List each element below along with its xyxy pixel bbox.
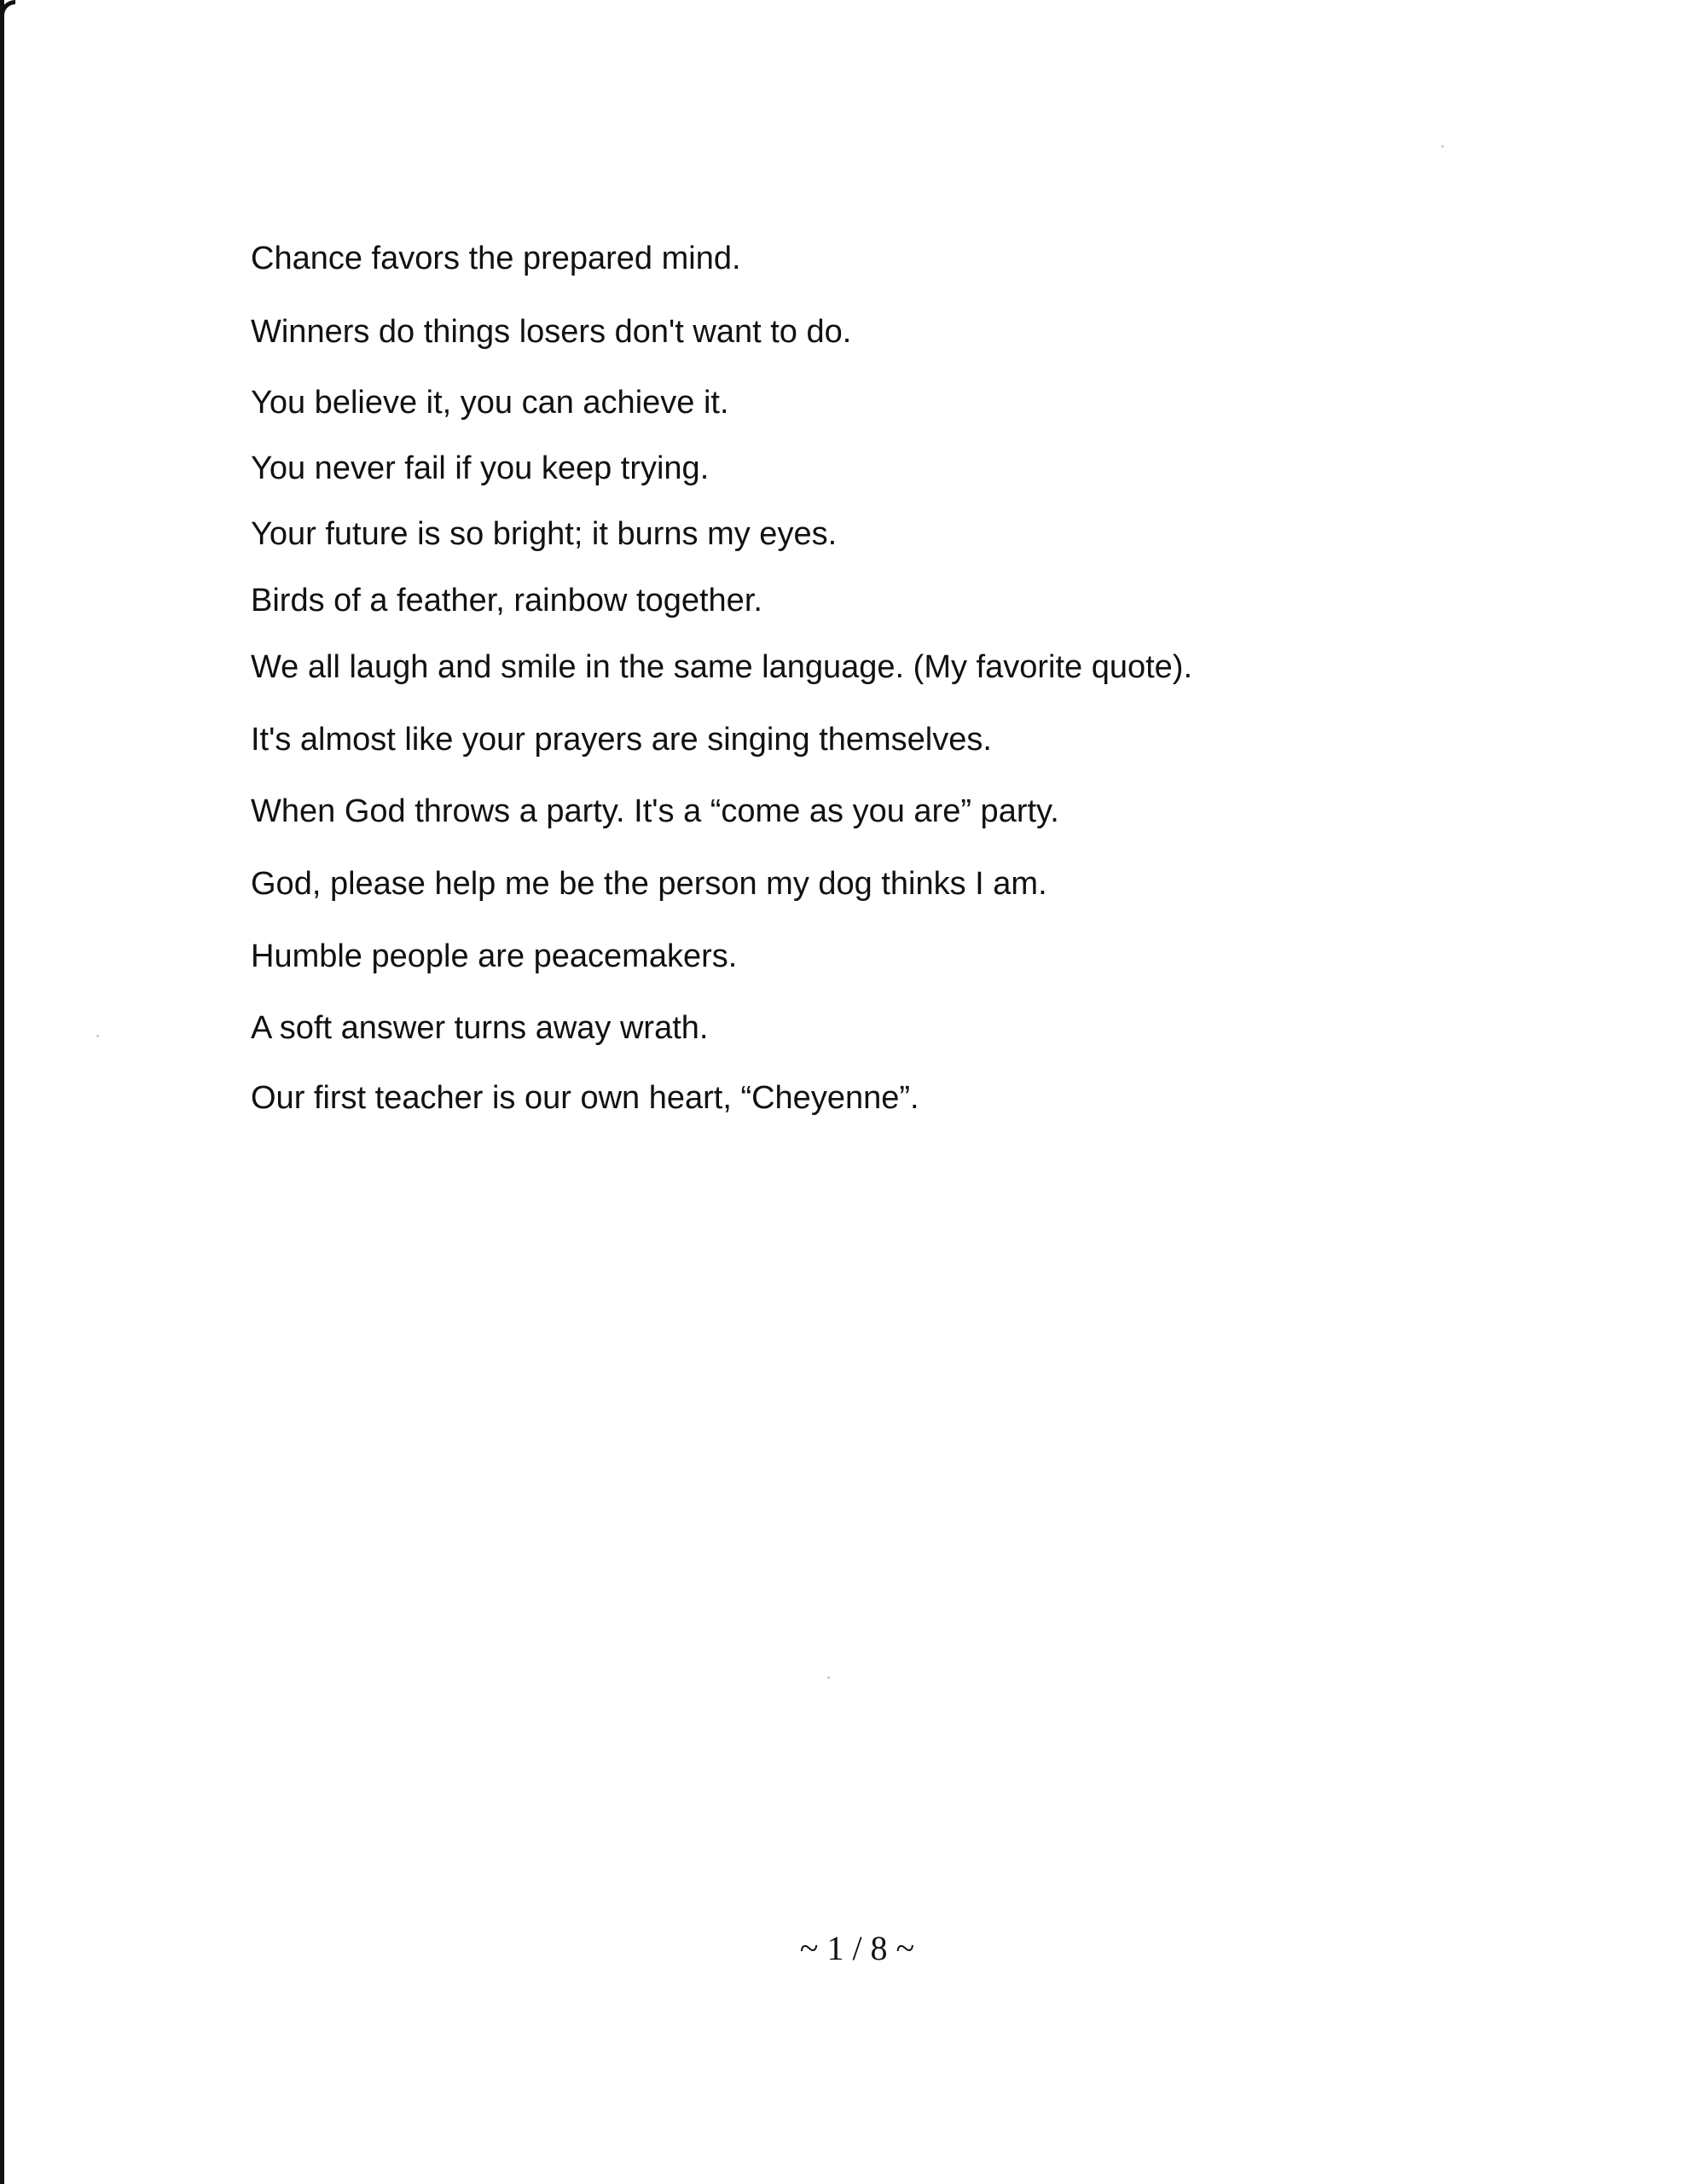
quote-line: You never fail if you keep trying. (251, 450, 710, 486)
scan-speck (827, 1676, 830, 1679)
quote-line: Chance favors the prepared mind. (251, 241, 741, 276)
page-number: ~ 1 / 8 ~ (799, 1929, 915, 1967)
quote-line: Our first teacher is our own heart, “Cheyenne”. (251, 1080, 919, 1116)
quote-line: Humble people are peacemakers. (251, 938, 738, 974)
quote-line: When God throws a party. It's a “come as you are” party. (251, 793, 1059, 829)
scan-speck (1441, 145, 1444, 148)
quote-line: You believe it, you can achieve it. (251, 385, 729, 421)
quote-line: A soft answer turns away wrath. (251, 1010, 709, 1046)
quote-line: We all laugh and smile in the same language. (My favorite quote). (251, 649, 1193, 685)
scan-speck (96, 1035, 99, 1037)
quote-line: Your future is so bright; it burns my eyes. (251, 516, 838, 552)
quote-line: God, please help me be the person my dog thinks I am. (251, 866, 1047, 902)
quote-line: Birds of a feather, rainbow together. (251, 583, 762, 619)
quote-line: It's almost like your prayers are singing themselves. (251, 722, 992, 758)
quote-line: Winners do things losers don't want to do. (251, 314, 852, 350)
scan-left-edge (0, 0, 4, 2184)
